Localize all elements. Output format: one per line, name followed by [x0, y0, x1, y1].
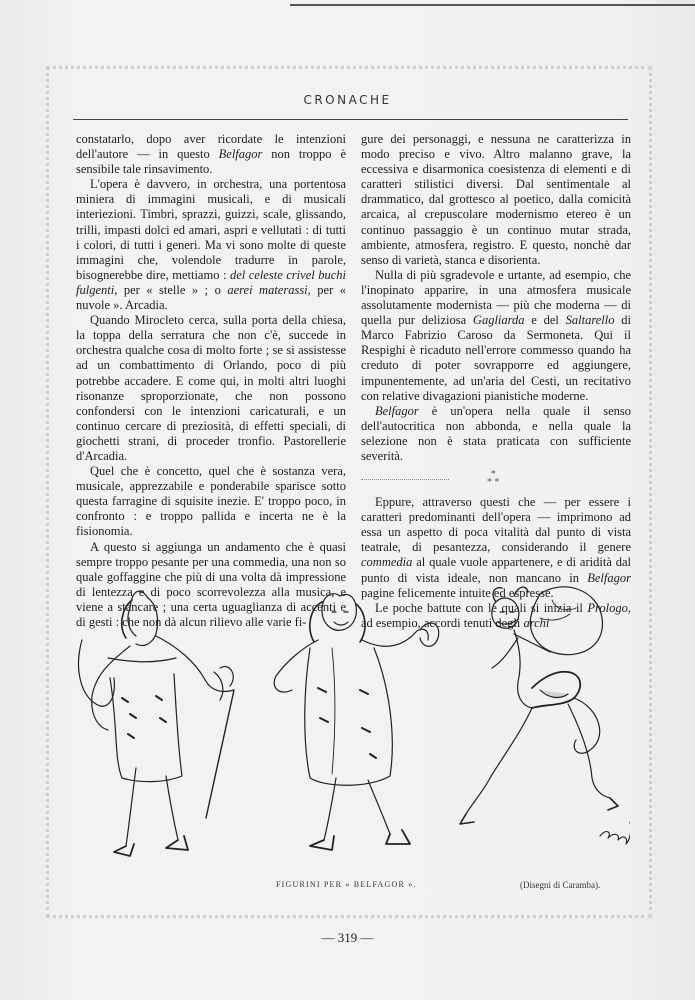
text-run: gure dei personaggi, e nessuna ne caratterizza in modo preciso e vivo. Altro malanno grave, la eccessiva e disarmonica coesistenza di elementi e di caratteri stilistici diversi. Dal sentimentale al drammatico, dal grottesco al poetico, dalla comicità arcaica, al crepuscolare modernismo etereo è un continuo passaggio è un continuo mutar strada, ambiente, atmosfera, registro. E questo, nonchè dar senso di varietà, stanca e disorienta. [361, 132, 631, 267]
text-run: è un'opera nella quale il senso dell'autocritica non abbonda, e nella quale la selezione non è stata praticata con sufficiente severità. [361, 403, 631, 463]
right-paragraph-1 [361, 132, 631, 268]
page-number: — 319 — [321, 930, 374, 945]
section-separator [361, 470, 631, 488]
text-run: , ad esempio, accordi tenuti degli [361, 600, 631, 630]
italic-text-run: Belfagor [218, 147, 263, 162]
top-edge-rule [290, 4, 695, 6]
sketch-figure-devil-with-sack [460, 587, 618, 824]
left-text-column [76, 132, 346, 630]
italic-text-run: Saltarello [565, 313, 615, 328]
header-rule [73, 119, 628, 120]
left-paragraph-3 [76, 313, 346, 464]
italic-text-run: Prologo [587, 600, 628, 615]
italic-text-run: aerei materassi [227, 282, 308, 297]
italic-text-run: Belfagor [375, 403, 419, 418]
right-text-column [361, 132, 631, 631]
italic-text-run: Belfagor [587, 570, 631, 585]
italic-text-run: commedia [361, 555, 413, 570]
text-run: di Marco Fabrizio Caroso da Sermoneta. Qui il Respighi è ricaduto nell'errore commesso quando ha creduto di poter sovrapporre ed aggiungere, impunentemente, ad un'aria del Cesti, un recitativo con relative divagazioni pianistiche moderne. [361, 313, 631, 403]
text-run: Quando Mirocleto cerca, sulla porta della chiesa, la toppa della serratura che non c'è, succede in orchestra qualche cosa di molto forte ; se si assistesse ad un combattimento di Orlando, poco di più potrebbe accadere. E come qui, in molti altri luoghi risonanze sproporzionate, che non possono confondersi con le intenzioni caricaturali, e un continuo cercare di preziosità, di effetti speciali, di giochetti strani, di proceder tronfio. Pastorellerie d'Arcadia. [76, 313, 346, 463]
text-run: A questo si aggiunga un andamento che è quasi sempre troppo pesante per una commedia, una non so quale goffaggine che più di una volta dà impressione di lentezza e di poco scorrevolezza alla musica, e viene a stancare ; una certa uguaglianza di accenti e di gesti : che non dà alcun rilievo alle varie fi- [76, 539, 346, 629]
text-run: e del [524, 313, 566, 328]
right-paragraph-3 [361, 404, 631, 464]
text-run: , per « nuvole ». Arcadia. [76, 282, 346, 313]
italic-text-run: Gagliarda [472, 313, 525, 328]
text-run: , per « stelle » ; o [114, 282, 228, 297]
text-run: Quel che è concetto, quel che è sostanza vera, musicale, apprezzabile e ponderabile sparisce sotto questa farragine di squisite inezie. E' troppo poco, in confronto : e troppo pallida e incerta ne è la fisionomia. [76, 464, 346, 539]
italic-text-run: archi [523, 615, 550, 630]
sketch-figure-courtier-with-cane [79, 591, 234, 856]
sketch-figure-jovial-gentleman [274, 594, 438, 850]
text-run: pagine felicemente intuite ed espresse. [361, 585, 554, 600]
separator-stars-bottom: * * [487, 477, 500, 489]
illustration-credit: (Disegni di Caramba). [520, 880, 601, 890]
left-paragraph-1 [76, 132, 346, 177]
separator-asterisms [487, 471, 500, 487]
text-run: Eppure, attraverso questi che — per essere i caratteri predominanti dell'opera — imprimono ad essa un aspetto di poca vitalità dal punto di vista teatrale, di pesantezza, considerando il genere [361, 495, 631, 555]
running-head: CRONACHE [303, 93, 392, 107]
separator-star-top: * [490, 469, 496, 481]
artist-signature-scrawl [600, 822, 630, 844]
right-paragraph-2 [361, 268, 631, 404]
separator-dotted-line [361, 479, 449, 480]
text-run: Le poche battute con le quali si inizia il [375, 600, 588, 615]
text-run: al quale vuole appartenere, e di aridità dal punto di vista ideale, non mancano in [361, 555, 631, 585]
text-run: Nulla di più sgradevole e urtante, ad esempio, che l'inopinato apparire, in una atmosfera musicale assolutamente modernista — più che moderna — di quella pur deliziosa [361, 267, 631, 328]
illustration-caption: FIGURINI PER « BELFAGOR ». [276, 880, 417, 889]
left-paragraph-4 [76, 464, 346, 539]
costume-sketches [70, 578, 630, 878]
italic-text-run: del celeste crivel buchi fulgenti [76, 267, 346, 297]
left-paragraph-2 [76, 177, 346, 313]
text-run: L'opera è davvero, in orchestra, una portentosa miniera di immagini musicali, e di musicali interiezioni. Timbri, sprazzi, guizzi, scale, glissando, trilli, impasti dolci ed amari, aspri e vellutati : di tutti i colori, di tutti i generi. Ma vi sono molte di queste immagini che, volendole tradurre in parole, bisognerebbe dire, mettiamo : [76, 177, 346, 282]
text-run: non troppo è sensibile tale rinsavimento. [76, 147, 346, 177]
text-run: constatarlo, dopo aver ricordate le intenzioni dell'autore — in questo [76, 132, 346, 162]
